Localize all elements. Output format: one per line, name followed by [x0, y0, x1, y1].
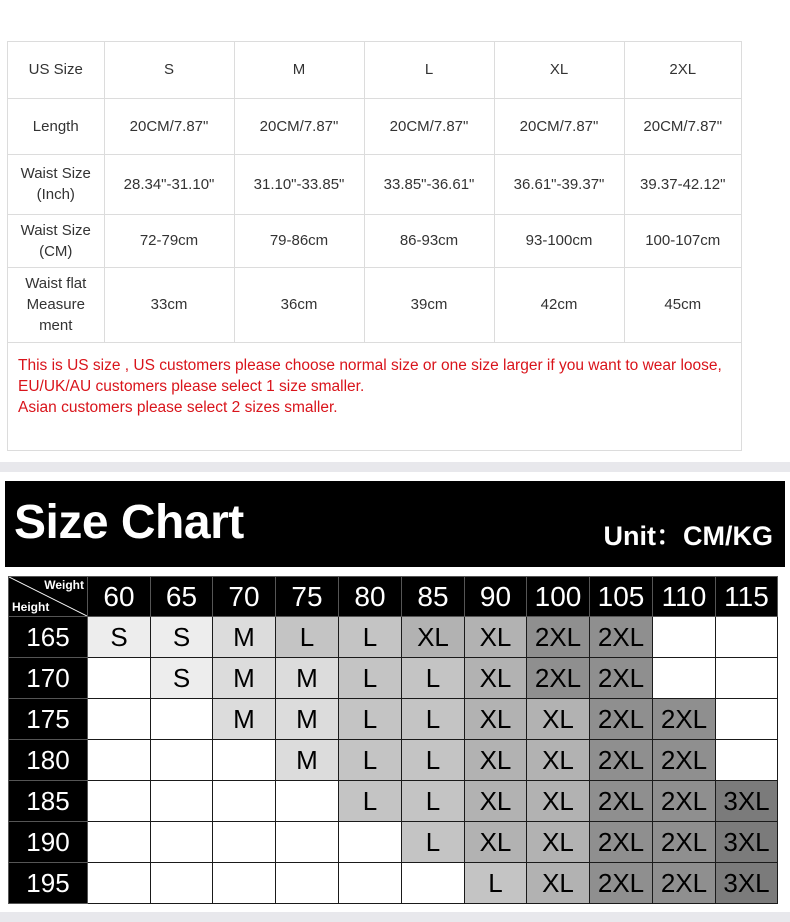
size-cell: L: [339, 781, 402, 822]
size-cell: [151, 863, 213, 904]
measurement-row: [8, 214, 741, 267]
size-cell: [213, 740, 276, 781]
size-cell: [653, 658, 716, 699]
height-row: [9, 658, 778, 699]
size-cell: 2XL: [653, 740, 716, 781]
corner-cell: [9, 577, 88, 617]
size-cell: L: [339, 658, 402, 699]
size-cell: [213, 863, 276, 904]
measurement-header-cell: XL: [494, 42, 624, 98]
height-header-cell: 180: [9, 740, 88, 781]
size-cell: [88, 658, 151, 699]
weight-header-row: [9, 577, 778, 617]
height-row: [9, 699, 778, 740]
size-cell: L: [339, 740, 402, 781]
height-header-cell: 185: [9, 781, 88, 822]
size-cell: [276, 822, 339, 863]
size-cell: XL: [527, 740, 590, 781]
size-chart-title: Size Chart: [14, 496, 244, 549]
weight-header-cell: 115: [716, 577, 778, 617]
size-cell: [213, 822, 276, 863]
size-cell: [88, 822, 151, 863]
size-cell: L: [402, 781, 465, 822]
size-cell: XL: [527, 822, 590, 863]
size-cell: XL: [465, 740, 527, 781]
size-cell: [88, 740, 151, 781]
size-cell: 2XL: [527, 617, 590, 658]
measurement-cell: 39cm: [364, 267, 494, 342]
measurement-cell: 20CM/7.87": [364, 98, 494, 154]
size-cell: XL: [465, 822, 527, 863]
size-cell: [151, 740, 213, 781]
measurement-cell: 79-86cm: [234, 214, 364, 267]
size-cell: L: [402, 822, 465, 863]
measurement-header-cell: US Size: [8, 42, 104, 98]
size-cell: 2XL: [590, 781, 653, 822]
measurement-cell: 33cm: [104, 267, 234, 342]
measurement-cell: 72-79cm: [104, 214, 234, 267]
unit-label: Unit：CM/KG: [603, 521, 773, 551]
size-cell: XL: [527, 863, 590, 904]
size-cell: 2XL: [590, 699, 653, 740]
size-cell: [339, 822, 402, 863]
height-header-cell: 175: [9, 699, 88, 740]
corner-weight-label: Weight: [44, 578, 84, 592]
measurement-cell: 20CM/7.87": [104, 98, 234, 154]
measurement-cell: 42cm: [494, 267, 624, 342]
size-cell: 3XL: [716, 822, 778, 863]
measurement-header-row: [8, 42, 741, 98]
size-cell: M: [213, 617, 276, 658]
size-grid: [8, 576, 778, 904]
size-cell: [151, 781, 213, 822]
height-row: [9, 617, 778, 658]
height-row: [9, 822, 778, 863]
size-cell: L: [339, 617, 402, 658]
measurement-cell: 45cm: [624, 267, 741, 342]
measurement-cell: 20CM/7.87": [624, 98, 741, 154]
size-cell: 2XL: [527, 658, 590, 699]
measurement-label-cell: Waist flat Measure ment: [8, 267, 104, 342]
size-cell: M: [213, 658, 276, 699]
size-cell: XL: [465, 658, 527, 699]
size-cell: [339, 863, 402, 904]
size-cell: L: [402, 740, 465, 781]
size-cell: [213, 781, 276, 822]
size-cell: [716, 658, 778, 699]
measurement-cell: 28.34"-31.10": [104, 154, 234, 214]
corner-height-label: Height: [12, 600, 50, 614]
size-cell: M: [276, 699, 339, 740]
size-cell: 2XL: [590, 658, 653, 699]
measurement-header-cell: L: [364, 42, 494, 98]
weight-header-cell: 110: [653, 577, 716, 617]
size-cell: [151, 822, 213, 863]
size-cell: L: [276, 617, 339, 658]
size-cell: S: [88, 617, 151, 658]
size-cell: 2XL: [590, 863, 653, 904]
size-cell: 3XL: [716, 863, 778, 904]
size-cell: 2XL: [653, 781, 716, 822]
size-chart-banner: [5, 481, 785, 567]
size-cell: [88, 863, 151, 904]
measurement-table: [8, 42, 741, 343]
size-cell: [276, 781, 339, 822]
size-cell: [653, 617, 716, 658]
size-cell: [151, 699, 213, 740]
weight-header-cell: 80: [339, 577, 402, 617]
size-notes: [18, 355, 736, 418]
size-cell: 2XL: [653, 863, 716, 904]
measurement-row: [8, 98, 741, 154]
size-cell: XL: [465, 617, 527, 658]
measurement-cell: 36.61"-39.37": [494, 154, 624, 214]
height-header-cell: 165: [9, 617, 88, 658]
measurement-cell: 20CM/7.87": [234, 98, 364, 154]
separator-band: [0, 462, 790, 472]
weight-header-cell: 90: [465, 577, 527, 617]
size-cell: [88, 699, 151, 740]
weight-header-cell: 60: [88, 577, 151, 617]
size-cell: [716, 617, 778, 658]
height-row: [9, 740, 778, 781]
size-cell: 3XL: [716, 781, 778, 822]
measurement-row: [8, 267, 741, 342]
measurement-cell: 93-100cm: [494, 214, 624, 267]
height-row: [9, 863, 778, 904]
measurement-cell: 33.85"-36.61": [364, 154, 494, 214]
measurement-header-cell: M: [234, 42, 364, 98]
size-cell: L: [402, 699, 465, 740]
measurement-cell: 31.10"-33.85": [234, 154, 364, 214]
size-cell: M: [276, 740, 339, 781]
size-cell: S: [151, 617, 213, 658]
weight-header-cell: 105: [590, 577, 653, 617]
size-cell: [276, 863, 339, 904]
size-cell: XL: [527, 699, 590, 740]
size-cell: L: [402, 658, 465, 699]
height-header-cell: 195: [9, 863, 88, 904]
weight-header-cell: 85: [402, 577, 465, 617]
size-cell: [716, 740, 778, 781]
size-cell: XL: [527, 781, 590, 822]
size-cell: [88, 781, 151, 822]
size-cell: 2XL: [653, 822, 716, 863]
height-row: [9, 781, 778, 822]
size-cell: 2XL: [590, 822, 653, 863]
measurement-label-cell: Waist Size (CM): [8, 214, 104, 267]
measurement-cell: 86-93cm: [364, 214, 494, 267]
size-cell: M: [276, 658, 339, 699]
measurement-row: [8, 154, 741, 214]
note-eu-uk-au: EU/UK/AU customers please select 1 size smaller.: [18, 378, 365, 395]
bottom-band: [0, 912, 790, 922]
measurement-header-cell: 2XL: [624, 42, 741, 98]
height-header-cell: 190: [9, 822, 88, 863]
size-cell: S: [151, 658, 213, 699]
size-cell: [402, 863, 465, 904]
size-cell: 2XL: [590, 617, 653, 658]
weight-header-cell: 75: [276, 577, 339, 617]
measurement-label-cell: Length: [8, 98, 104, 154]
size-cell: XL: [465, 699, 527, 740]
size-cell: XL: [402, 617, 465, 658]
measurement-cell: 36cm: [234, 267, 364, 342]
height-header-cell: 170: [9, 658, 88, 699]
size-cell: L: [339, 699, 402, 740]
size-cell: [716, 699, 778, 740]
measurement-cell: 100-107cm: [624, 214, 741, 267]
measurement-cell: 20CM/7.87": [494, 98, 624, 154]
weight-header-cell: 65: [151, 577, 213, 617]
size-cell: M: [213, 699, 276, 740]
measurement-panel: [7, 41, 742, 451]
note-asian: Asian customers please select 2 sizes smaller.: [18, 399, 338, 416]
weight-header-cell: 70: [213, 577, 276, 617]
weight-header-cell: 100: [527, 577, 590, 617]
note-us-size: This is US size , US customers please choose normal size or one size larger if you want to wear loose,: [18, 357, 722, 374]
measurement-cell: 39.37-42.12": [624, 154, 741, 214]
measurement-header-cell: S: [104, 42, 234, 98]
size-cell: 2XL: [653, 699, 716, 740]
measurement-label-cell: Waist Size (Inch): [8, 154, 104, 214]
size-cell: XL: [465, 781, 527, 822]
size-cell: L: [465, 863, 527, 904]
size-cell: 2XL: [590, 740, 653, 781]
